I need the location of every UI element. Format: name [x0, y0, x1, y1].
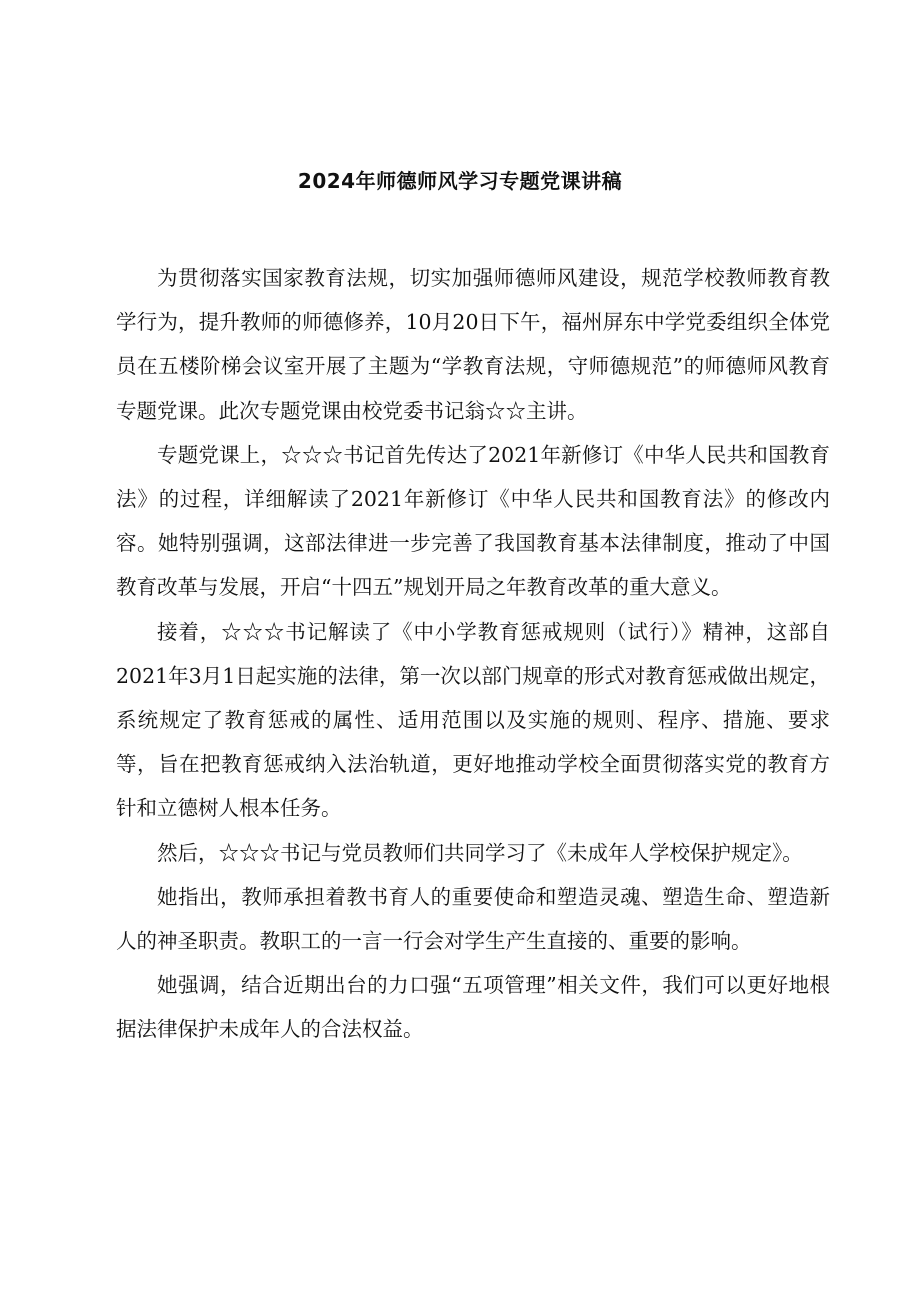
paragraph-five-management: 她强调，结合近期出台的力口强“五项管理”相关文件，我们可以更好地根据法律保护未成年人的合法权益。	[116, 973, 830, 1042]
paragraph-teacher-mission: 她指出，教师承担着教书育人的重要使命和塑造灵魂、塑造生命、塑造新人的神圣职责。教职工的一言一行会对学生产生直接的、重要的影响。	[116, 884, 830, 954]
document-body	[116, 256, 830, 1052]
paragraph-minor-protection: 然后，☆☆☆书记与党员教师们共同学习了《未成年人学校保护规定》。	[157, 840, 803, 865]
paragraph-intro: 为贯彻落实国家教育法规，切实加强师德师风建设，规范学校教师教育教学行为，提升教师的师德修养，10月20日下午，福州屏东中学党委组织全体党员在五楼阶梯会议室开展了主题为“学教育法规，守师德规范”的师德师风教育专题党课。此次专题党课由校党委书记翁☆☆主讲。	[116, 266, 830, 423]
document-title: 2024年师德师风学习专题党课讲稿	[297, 169, 623, 193]
paragraph-discipline-rules: 接着，☆☆☆书记解读了《中小学教育惩戒规则（试行）》精神，这部自2021年3月1日起实施的法律，第一次以部门规章的形式对教育惩戒做出规定，系统规定了教育惩戒的属性、适用范围以及实施的规则、程序、措施、要求等，旨在把教育惩戒纳入法治轨道，更好地推动学校全面贯彻落实党的教育方针和立德树人根本任务。	[116, 619, 830, 821]
paragraph-education-law: 专题党课上，☆☆☆书记首先传达了2021年新修订《中华人民共和国教育法》的过程，详细解读了2021年新修订《中华人民共和国教育法》的修改内容。她特别强调，这部法律进一步完善了我国教育基本法律制度，推动了中国教育改革与发展，开启“十四五”规划开局之年教育改革的重大意义。	[116, 442, 830, 600]
